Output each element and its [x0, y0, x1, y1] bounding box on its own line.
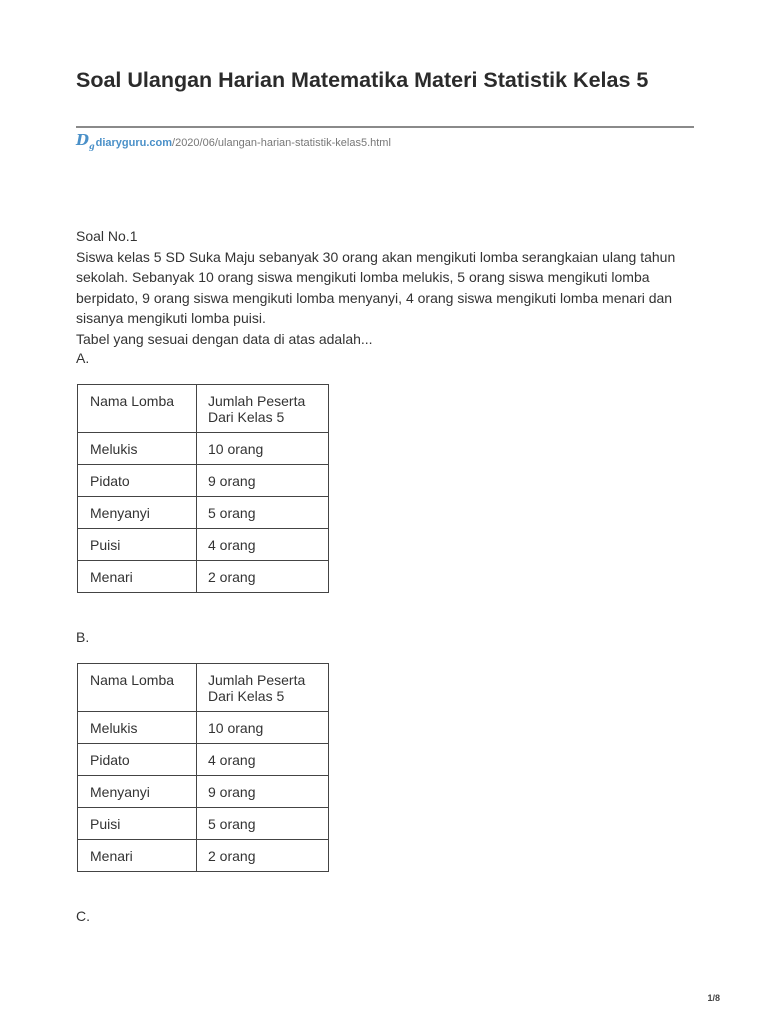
- table-header-row: [78, 664, 329, 712]
- option-c-label: C.: [76, 908, 90, 924]
- table-row: [78, 840, 329, 872]
- title-divider: [76, 126, 694, 128]
- table-header-cell: Jumlah Peserta Dari Kelas 5: [197, 664, 329, 712]
- source-line: [76, 132, 391, 154]
- table-cell: 2 orang: [197, 840, 329, 872]
- document-title: Soal Ulangan Harian Matematika Materi Statistik Kelas 5: [76, 68, 649, 92]
- table-row: [78, 808, 329, 840]
- table-cell: 2 orang: [197, 561, 329, 593]
- option-b-table: [77, 663, 329, 872]
- table-cell: 10 orang: [197, 433, 329, 465]
- table-cell: Menari: [78, 840, 197, 872]
- table-cell: 4 orang: [197, 529, 329, 561]
- table-cell: Menari: [78, 561, 197, 593]
- table-cell: Pidato: [78, 744, 197, 776]
- table-row: [78, 561, 329, 593]
- table-header-row: [78, 385, 329, 433]
- table-row: [78, 529, 329, 561]
- table-cell: 4 orang: [197, 744, 329, 776]
- table-cell: Menyanyi: [78, 497, 197, 529]
- question-block: [76, 226, 676, 349]
- table-cell: 10 orang: [197, 712, 329, 744]
- table-row: [78, 433, 329, 465]
- source-path-link[interactable]: /2020/06/ulangan-harian-statistik-kelas5.html: [172, 137, 391, 149]
- diaryguru-logo-icon: $D_g$: [76, 131, 95, 151]
- source-domain-link[interactable]: diaryguru.com: [95, 137, 173, 149]
- table-cell: Melukis: [78, 433, 197, 465]
- table-cell: Menyanyi: [78, 776, 197, 808]
- table-header-cell: Nama Lomba: [78, 664, 197, 712]
- option-a-label: A.: [76, 350, 90, 366]
- table-cell: Pidato: [78, 465, 197, 497]
- table-cell: Melukis: [78, 712, 197, 744]
- table-cell: Puisi: [78, 808, 197, 840]
- question-prompt: Tabel yang sesuai dengan data di atas adalah...: [76, 330, 373, 347]
- table-cell: 9 orang: [197, 776, 329, 808]
- table-header-cell: Nama Lomba: [78, 385, 197, 433]
- table-row: [78, 497, 329, 529]
- option-a-table: [77, 384, 329, 593]
- question-number: Soal No.1: [76, 228, 138, 244]
- table-cell: 5 orang: [197, 497, 329, 529]
- option-b-label: B.: [76, 629, 90, 645]
- table-row: [78, 744, 329, 776]
- table-row: [78, 776, 329, 808]
- table-cell: Puisi: [78, 529, 197, 561]
- table-cell: 5 orang: [197, 808, 329, 840]
- table-header-cell: Jumlah Peserta Dari Kelas 5: [197, 385, 329, 433]
- table-row: [78, 465, 329, 497]
- question-text: Siswa kelas 5 SD Suka Maju sebanyak 30 orang akan mengikuti lomba serangkaian ulang tahun sekolah. Sebanyak 10 orang siswa mengikuti lomba melukis, 5 orang siswa mengikuti lomba berpidato, 9 orang siswa mengikuti lomba menyanyi, 4 orang siswa mengikuti lomba menari dan sisanya mengikuti lomba puisi.: [76, 248, 676, 326]
- table-row: [78, 712, 329, 744]
- page-number: 1/8: [707, 993, 720, 1003]
- table-cell: 9 orang: [197, 465, 329, 497]
